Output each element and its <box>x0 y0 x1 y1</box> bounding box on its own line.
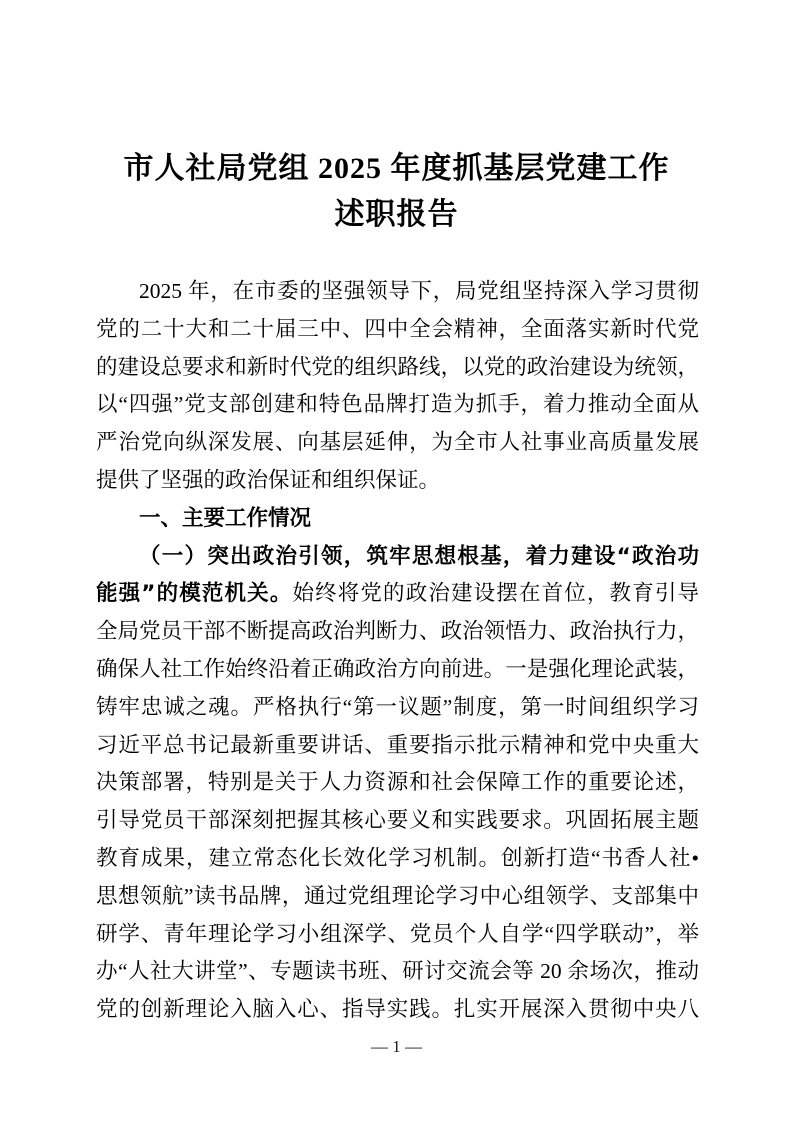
text-run: （一）突出政治引领，筑牢思想根基，着力建设“政治功 <box>139 543 699 569</box>
document-line-19 <box>96 953 699 991</box>
document-line-6 <box>96 462 699 500</box>
document-line-4 <box>96 386 699 424</box>
document-line-12 <box>96 689 699 727</box>
document-line-10 <box>96 613 699 651</box>
text-run: 党的二十大和二十届三中、四中全会精神，全面落实新时代党 <box>96 316 699 341</box>
document-line-20 <box>96 991 699 1029</box>
text-run: 党的创新理论入脑入心、指导实践。扎实开展深入贯彻中央八 <box>96 997 699 1022</box>
document-line-16 <box>96 840 699 878</box>
text-run: 以“四强”党支部创建和特色品牌打造为抓手，着力推动全面从 <box>96 392 699 417</box>
document-line-5 <box>96 424 699 462</box>
text-run: 能强”的模范机关。 <box>96 581 293 607</box>
document-line-17 <box>96 878 699 916</box>
text-run: 研学、青年理论学习小组深学、党员个人自学“四学联动”，举 <box>96 921 699 946</box>
text-run: 2025 年，在市委的坚强领导下，局党组坚持深入学习贯彻 <box>139 279 699 303</box>
document-title-line-2: 述职报告 <box>334 198 459 231</box>
document-line-1 <box>96 273 699 311</box>
document-line-11 <box>96 651 699 689</box>
page-number: — 1 — <box>371 1037 422 1056</box>
text-run: 铸牢忠诚之魂。严格执行“第一议题”制度，第一时间组织学习 <box>96 694 699 719</box>
document-line-13 <box>96 727 699 765</box>
text-run: 一、主要工作情况 <box>139 505 312 531</box>
text-run: 办“人社大讲堂”、专题读书班、研讨交流会等 20 余场次，推动 <box>96 959 699 984</box>
text-run: 确保人社工作始终沿着正确政治方向前进。一是强化理论武装， <box>96 656 699 681</box>
text-run: 引导党员干部深刻把握其核心要义和实践要求。巩固拓展主题 <box>96 808 699 833</box>
document-line-14 <box>96 764 699 802</box>
text-run: 习近平总书记最新重要讲话、重要指示批示精神和党中央重大 <box>96 732 699 757</box>
document-title-line-1: 市人社局党组 2025 年度抓基层党建工作 <box>123 152 670 185</box>
document-line-2 <box>96 311 699 349</box>
text-run: 决策部署，特别是关于人力资源和社会保障工作的重要论述， <box>96 770 699 795</box>
text-run: 思想领航”读书品牌，通过党组理论学习中心组领学、支部集中 <box>96 883 699 908</box>
document-line-3 <box>96 349 699 387</box>
text-run: 始终将党的政治建设摆在首位，教育引导 <box>292 581 699 606</box>
text-run: 严治党向纵深发展、向基层延伸，为全市人社事业高质量发展 <box>96 430 699 455</box>
text-run: 提供了坚强的政治保证和组织保证。 <box>96 467 441 492</box>
document-line-18 <box>96 916 699 954</box>
document-body <box>0 273 793 1029</box>
text-run: 的建设总要求和新时代党的组织路线，以党的政治建设为统领， <box>96 354 699 379</box>
document-line-15 <box>96 802 699 840</box>
document-line-7 <box>96 500 699 538</box>
text-run: 教育成果，建立常态化长效化学习机制。创新打造“书香人社• <box>96 845 699 870</box>
document-line-9 <box>96 575 699 613</box>
document-title <box>56 146 737 238</box>
text-run: 全局党员干部不断提高政治判断力、政治领悟力、政治执行力， <box>96 619 699 644</box>
document-line-8 <box>96 538 699 576</box>
